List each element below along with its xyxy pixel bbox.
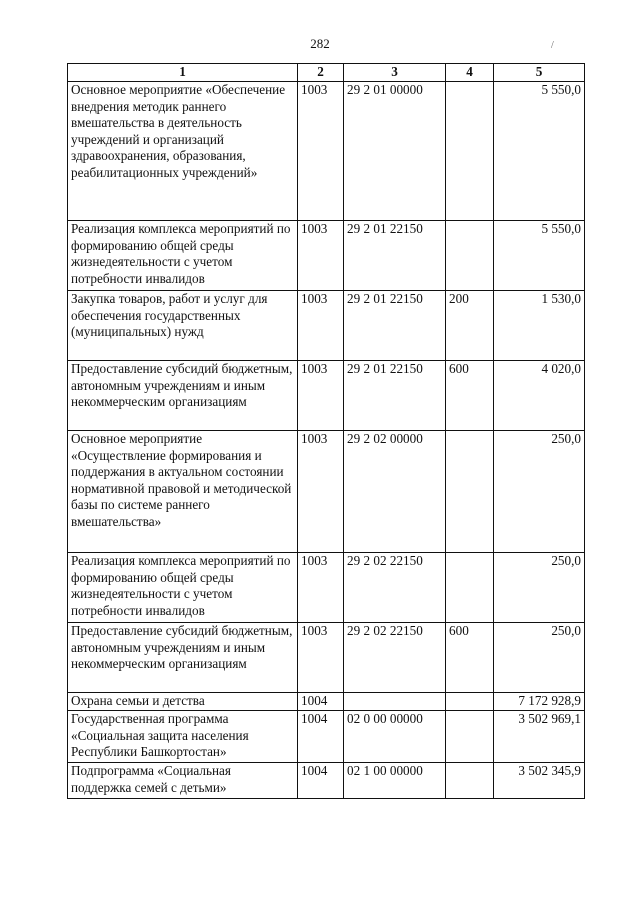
- row-section-code: 1003: [298, 623, 344, 693]
- row-section-code: 1003: [298, 82, 344, 221]
- row-section-code: 1003: [298, 291, 344, 361]
- row-amount: 250,0: [494, 553, 585, 623]
- row-expense-type: 600: [446, 361, 494, 431]
- row-target-code: 29 2 01 00000: [344, 82, 446, 221]
- row-name: Подпрограмма «Социальная поддержка семей с детьми»: [68, 763, 298, 799]
- row-target-code: 29 2 02 22150: [344, 553, 446, 623]
- row-name: Реализация комплекса мероприятий по формированию общей среды жизнедеятельности с учетом потребности инвалидов: [68, 553, 298, 623]
- row-section-code: 1003: [298, 431, 344, 553]
- header-col-1: 1: [68, 64, 298, 82]
- table-row: [68, 711, 585, 763]
- row-expense-type: 600: [446, 623, 494, 693]
- row-amount: 4 020,0: [494, 361, 585, 431]
- row-target-code: 02 1 00 00000: [344, 763, 446, 799]
- row-name: Охрана семьи и детства: [68, 693, 298, 711]
- row-target-code: 29 2 02 22150: [344, 623, 446, 693]
- table-row: [68, 763, 585, 799]
- row-section-code: 1004: [298, 693, 344, 711]
- row-section-code: 1003: [298, 553, 344, 623]
- row-amount: 5 550,0: [494, 221, 585, 291]
- budget-table: [67, 63, 585, 799]
- row-amount: 250,0: [494, 431, 585, 553]
- row-name: Основное мероприятие «Обеспечение внедрения методик раннего вмешательства в деятельность учреждений и организаций здравоохранения, образования, реабилитационных учреждений»: [68, 82, 298, 221]
- row-target-code: 29 2 01 22150: [344, 361, 446, 431]
- row-expense-type: [446, 763, 494, 799]
- row-amount: 7 172 928,9: [494, 693, 585, 711]
- row-section-code: 1004: [298, 763, 344, 799]
- table-row: [68, 82, 585, 221]
- header-col-5: 5: [494, 64, 585, 82]
- row-section-code: 1003: [298, 221, 344, 291]
- table-row: [68, 693, 585, 711]
- row-name: Предоставление субсидий бюджетным, автономным учреждениям и иным некоммерческим организациям: [68, 623, 298, 693]
- row-expense-type: [446, 82, 494, 221]
- row-name: Государственная программа «Социальная защита населения Республики Башкортостан»: [68, 711, 298, 763]
- row-section-code: 1003: [298, 361, 344, 431]
- header-col-3: 3: [344, 64, 446, 82]
- table-row: [68, 623, 585, 693]
- table-row: [68, 221, 585, 291]
- row-target-code: 29 2 01 22150: [344, 221, 446, 291]
- page-number: 282: [310, 36, 330, 51]
- row-target-code: 29 2 01 22150: [344, 291, 446, 361]
- table-row: [68, 361, 585, 431]
- table-body: [68, 82, 585, 799]
- row-name: Предоставление субсидий бюджетным, автономным учреждениям и иным некоммерческим организациям: [68, 361, 298, 431]
- row-target-code: 29 2 02 00000: [344, 431, 446, 553]
- table-row: [68, 553, 585, 623]
- row-name: Закупка товаров, работ и услуг для обеспечения государственных (муниципальных) нужд: [68, 291, 298, 361]
- row-expense-type: [446, 553, 494, 623]
- row-amount: 3 502 969,1: [494, 711, 585, 763]
- table-header: [68, 64, 585, 82]
- row-expense-type: 200: [446, 291, 494, 361]
- row-name: Основное мероприятие «Осуществление формирования и поддержания в актуальном состоянии нормативной правовой и методической базы по системе раннего вмешательства»: [68, 431, 298, 553]
- row-amount: 250,0: [494, 623, 585, 693]
- header-col-4: 4: [446, 64, 494, 82]
- row-target-code: [344, 693, 446, 711]
- header-col-2: 2: [298, 64, 344, 82]
- table-row: [68, 431, 585, 553]
- stray-mark: /: [551, 40, 554, 51]
- row-name: Реализация комплекса мероприятий по формированию общей среды жизнедеятельности с учетом потребности инвалидов: [68, 221, 298, 291]
- row-amount: 5 550,0: [494, 82, 585, 221]
- row-expense-type: [446, 711, 494, 763]
- row-expense-type: [446, 693, 494, 711]
- row-expense-type: [446, 431, 494, 553]
- row-expense-type: [446, 221, 494, 291]
- row-section-code: 1004: [298, 711, 344, 763]
- row-amount: 3 502 345,9: [494, 763, 585, 799]
- header-row: [68, 64, 585, 82]
- row-amount: 1 530,0: [494, 291, 585, 361]
- table-row: [68, 291, 585, 361]
- row-target-code: 02 0 00 00000: [344, 711, 446, 763]
